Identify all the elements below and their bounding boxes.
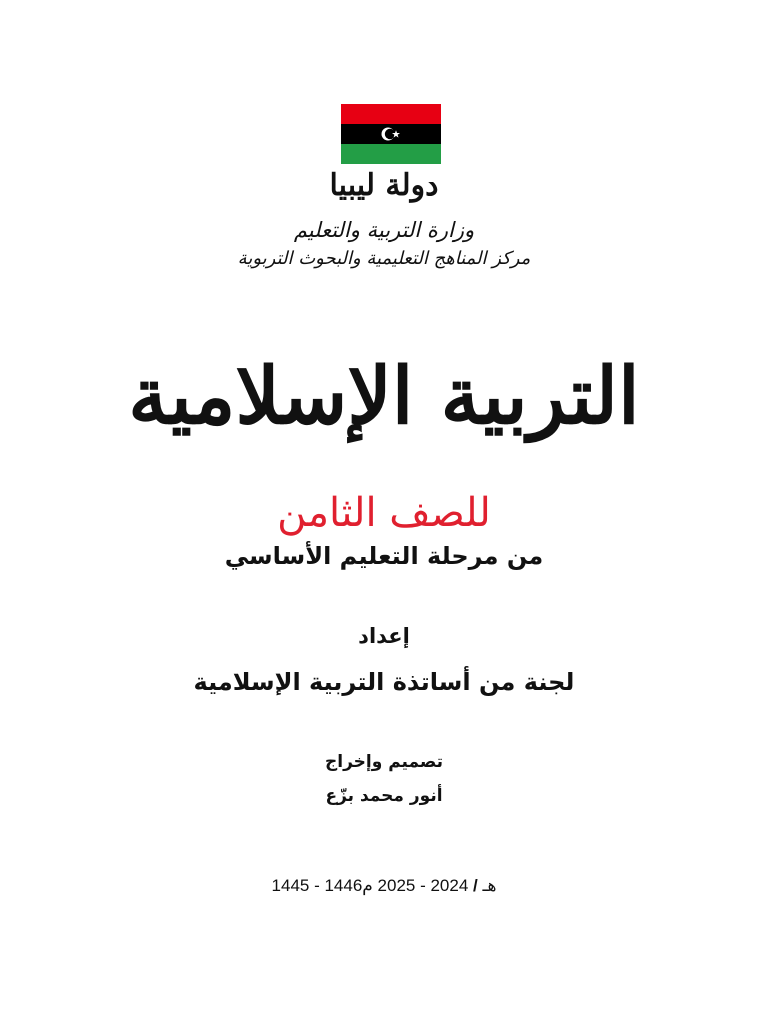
authoring-committee: لجنة من أساتذة التربية الإسلامية bbox=[193, 668, 575, 696]
state-name: دولة ليبيا bbox=[329, 168, 439, 203]
design-label: تصميم وإخراج bbox=[324, 752, 444, 772]
hijri-years: 1445 - 1446هـ bbox=[271, 876, 497, 895]
designer-name: أنور محمد بزّع bbox=[325, 786, 443, 806]
flag-band-green bbox=[341, 144, 441, 164]
crescent-star-icon bbox=[341, 124, 441, 144]
libya-flag bbox=[341, 104, 441, 164]
gregorian-years: 2024 - 2025 م bbox=[362, 876, 469, 895]
academic-years bbox=[0, 876, 768, 896]
flag-band-black bbox=[341, 124, 441, 144]
flag-band-red bbox=[341, 104, 441, 124]
book-title: التربية الإسلامية bbox=[128, 351, 640, 442]
curriculum-center-name: مركز المناهج التعليمية والبحوث التربوية bbox=[237, 248, 531, 269]
prepared-by-label: إعداد bbox=[358, 624, 410, 648]
education-stage: من مرحلة التعليم الأساسي bbox=[224, 542, 544, 570]
grade-level: للصف الثامن bbox=[277, 490, 491, 536]
year-separator: / bbox=[473, 876, 478, 895]
ministry-name: وزارة التربية والتعليم bbox=[293, 218, 475, 242]
